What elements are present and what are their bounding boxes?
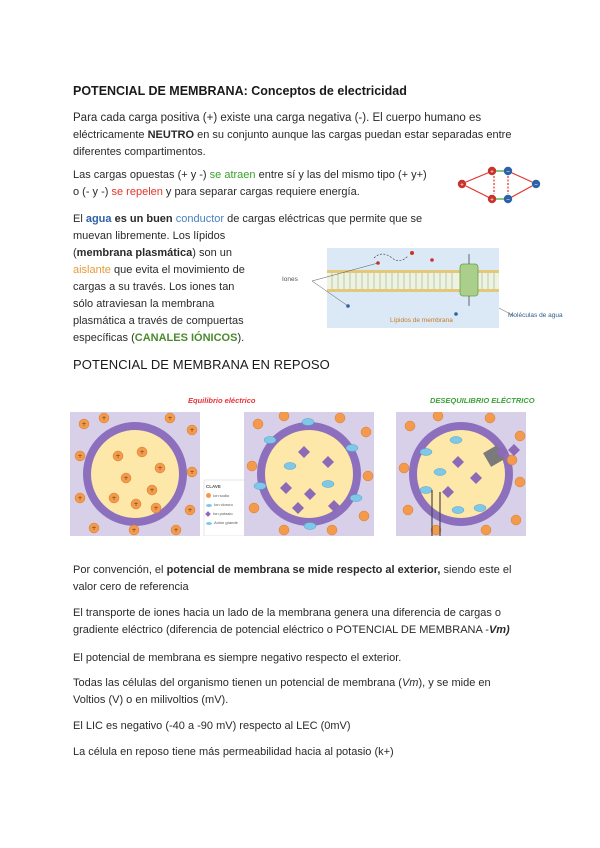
svg-text:+: + — [131, 527, 137, 534]
legend-item-cloruro — [206, 502, 248, 507]
section-title-reposo: POTENCIAL DE MEMBRANA EN REPOSO — [73, 357, 330, 372]
p3-es-buen: es un buen — [111, 213, 176, 225]
p3-line2: muevan libremente. Los lípidos — [73, 230, 226, 242]
q4-t2: ), y se mide en — [418, 677, 491, 689]
svg-text:+: + — [139, 449, 145, 456]
svg-text:+: + — [187, 507, 193, 514]
q4-line1 — [73, 675, 533, 692]
p1-line2 — [73, 127, 533, 144]
svg-text:−: − — [534, 182, 538, 189]
legend-label-0: Ion sodio — [213, 493, 230, 498]
svg-text:+: + — [133, 501, 139, 508]
q2-line2 — [73, 622, 543, 639]
p2-text2: entre sí y las del mismo tipo (+ y+) — [255, 169, 427, 181]
q4-t1: Todas las células del organismo tienen un potencial de membrana ( — [73, 677, 402, 689]
p3-t7: ). — [237, 332, 245, 344]
q4-line2: Voltios (V) o en milivoltios (mV). — [73, 694, 229, 706]
p2-line2 — [73, 184, 453, 201]
svg-text:+: + — [101, 415, 107, 422]
paragraph-convencion — [73, 562, 533, 596]
cell-panel-1 — [70, 412, 200, 536]
potassium-icon — [205, 512, 211, 518]
q2-vm: Vm) — [488, 624, 510, 636]
lipidos-label: Lípidos de membrana — [390, 317, 453, 324]
svg-text:+: + — [490, 197, 494, 204]
q2-t1: gradiente eléctrico (diferencia de potencial eléctrico o POTENCIAL DE MEMBRANA - — [73, 624, 489, 636]
p2-repel: se repelen — [111, 186, 163, 198]
legend-label-3: Anión grande — [214, 520, 238, 526]
legend-item-sodio — [206, 493, 248, 498]
legend-title: CLAVE — [206, 484, 221, 489]
anion-icon — [206, 522, 212, 525]
p1-text2: en su conjunto aunque las cargas puedan estar separadas entre — [194, 129, 512, 141]
cell-panel-2 — [244, 412, 374, 536]
svg-text:+: + — [460, 182, 464, 189]
q4-vm: Vm — [401, 677, 419, 689]
paragraph-lic: El LIC es negativo (-40 a -90 mV) respecto al LEC (0mV) — [73, 720, 351, 732]
p3-t2: de cargas eléctricas que permite que se — [224, 213, 423, 225]
paragraph-transporte — [73, 605, 543, 639]
moleculas-label: Moléculas de agua — [508, 312, 563, 319]
svg-text:+: + — [167, 415, 173, 422]
p2-line1 — [73, 167, 453, 184]
p3-agua: agua — [85, 213, 112, 225]
p3-line6: sólo atraviesan la membrana — [73, 298, 215, 310]
svg-text:+: + — [123, 475, 129, 482]
charges-attraction-figure — [452, 164, 544, 208]
svg-text:+: + — [111, 495, 117, 502]
p3-t5: que evita el movimiento de — [110, 264, 245, 276]
q2-line1: El transporte de iones hacia un lado de la membrana genera una diferencia de cargas o — [73, 607, 502, 619]
p2-text3: o (- y -) — [73, 186, 112, 198]
p3-canales: CANALES IÓNICOS — [134, 332, 238, 344]
legend-label-2: Ion potasio — [213, 511, 233, 517]
svg-text:+: + — [173, 527, 179, 534]
p1-line1: Para cada carga positiva (+) existe una carga negativa (-). El cuerpo humano es — [73, 112, 482, 124]
q1-line1 — [73, 562, 533, 579]
p1-line3: diferentes compartimentos. — [73, 146, 206, 158]
legend — [206, 484, 248, 525]
p3-t6: específicas ( — [73, 332, 135, 344]
p3-line7: plasmática a través de compuertas — [73, 315, 244, 327]
legend-item-potasio — [206, 511, 248, 516]
p2-text: Las cargas opuestas (+ y -) — [73, 169, 210, 181]
svg-text:+: + — [149, 487, 155, 494]
svg-text:+: + — [157, 465, 163, 472]
p3-t1: El — [73, 213, 86, 225]
p3-membrana: membrana plasmática — [76, 247, 193, 259]
q1-line2: valor cero de referencia — [73, 581, 189, 593]
paragraph-attraction — [73, 167, 453, 201]
svg-text:+: + — [490, 169, 494, 176]
caption-desequilibrio: DESEQUILIBRIO ELÉCTRICO — [430, 396, 535, 405]
p3-t4: ) son un — [192, 247, 232, 259]
iones-label: Iones — [282, 276, 298, 283]
p2-attract: se atraen — [209, 169, 256, 181]
svg-text:−: − — [506, 169, 510, 176]
p3-conductor: conductor — [175, 213, 225, 225]
q1-t2: siendo este el — [440, 564, 512, 576]
svg-text:+: + — [189, 427, 195, 434]
q1-t1: Por convención, el — [73, 564, 167, 576]
p2-text4: y para separar cargas requiere energía. — [162, 186, 360, 198]
paragraph-charges — [73, 110, 533, 161]
legend-item-anion — [206, 520, 248, 525]
section-title-concepts: POTENCIAL DE MEMBRANA: Conceptos de electricidad — [73, 84, 407, 98]
caption-equilibrio: Equilibrio eléctrico — [188, 396, 256, 405]
p3-aislante: aislante — [73, 264, 111, 276]
svg-text:+: + — [189, 469, 195, 476]
paragraph-negativo: El potencial de membrana es siempre negativo respecto el exterior. — [73, 652, 402, 664]
p3-line5: cargas a su través. Los iones tan — [73, 281, 235, 293]
cell-panel-3 — [396, 412, 526, 536]
p1-neutro: NEUTRO — [147, 129, 195, 141]
p1-text: eléctricamente — [73, 129, 148, 141]
sodium-icon — [206, 493, 211, 498]
svg-text:+: + — [77, 495, 83, 502]
cell-diagrams — [70, 412, 526, 536]
p3-t3: ( — [73, 247, 77, 259]
p3-line1 — [73, 211, 443, 228]
svg-text:+: + — [153, 505, 159, 512]
svg-text:+: + — [77, 453, 83, 460]
svg-text:+: + — [115, 453, 121, 460]
legend-label-1: Ion cloruro — [214, 502, 233, 508]
svg-text:+: + — [81, 421, 87, 428]
membrane-figure — [282, 248, 577, 333]
svg-text:−: − — [506, 197, 510, 204]
svg-text:+: + — [91, 525, 97, 532]
q1-bold: potencial de membrana se mide respecto al exterior, — [166, 564, 441, 576]
paragraph-celulas — [73, 675, 533, 709]
chloride-icon — [206, 504, 212, 507]
paragraph-permeabilidad: La célula en reposo tiene más permeabilidad hacia al potasio (k+) — [73, 746, 394, 758]
